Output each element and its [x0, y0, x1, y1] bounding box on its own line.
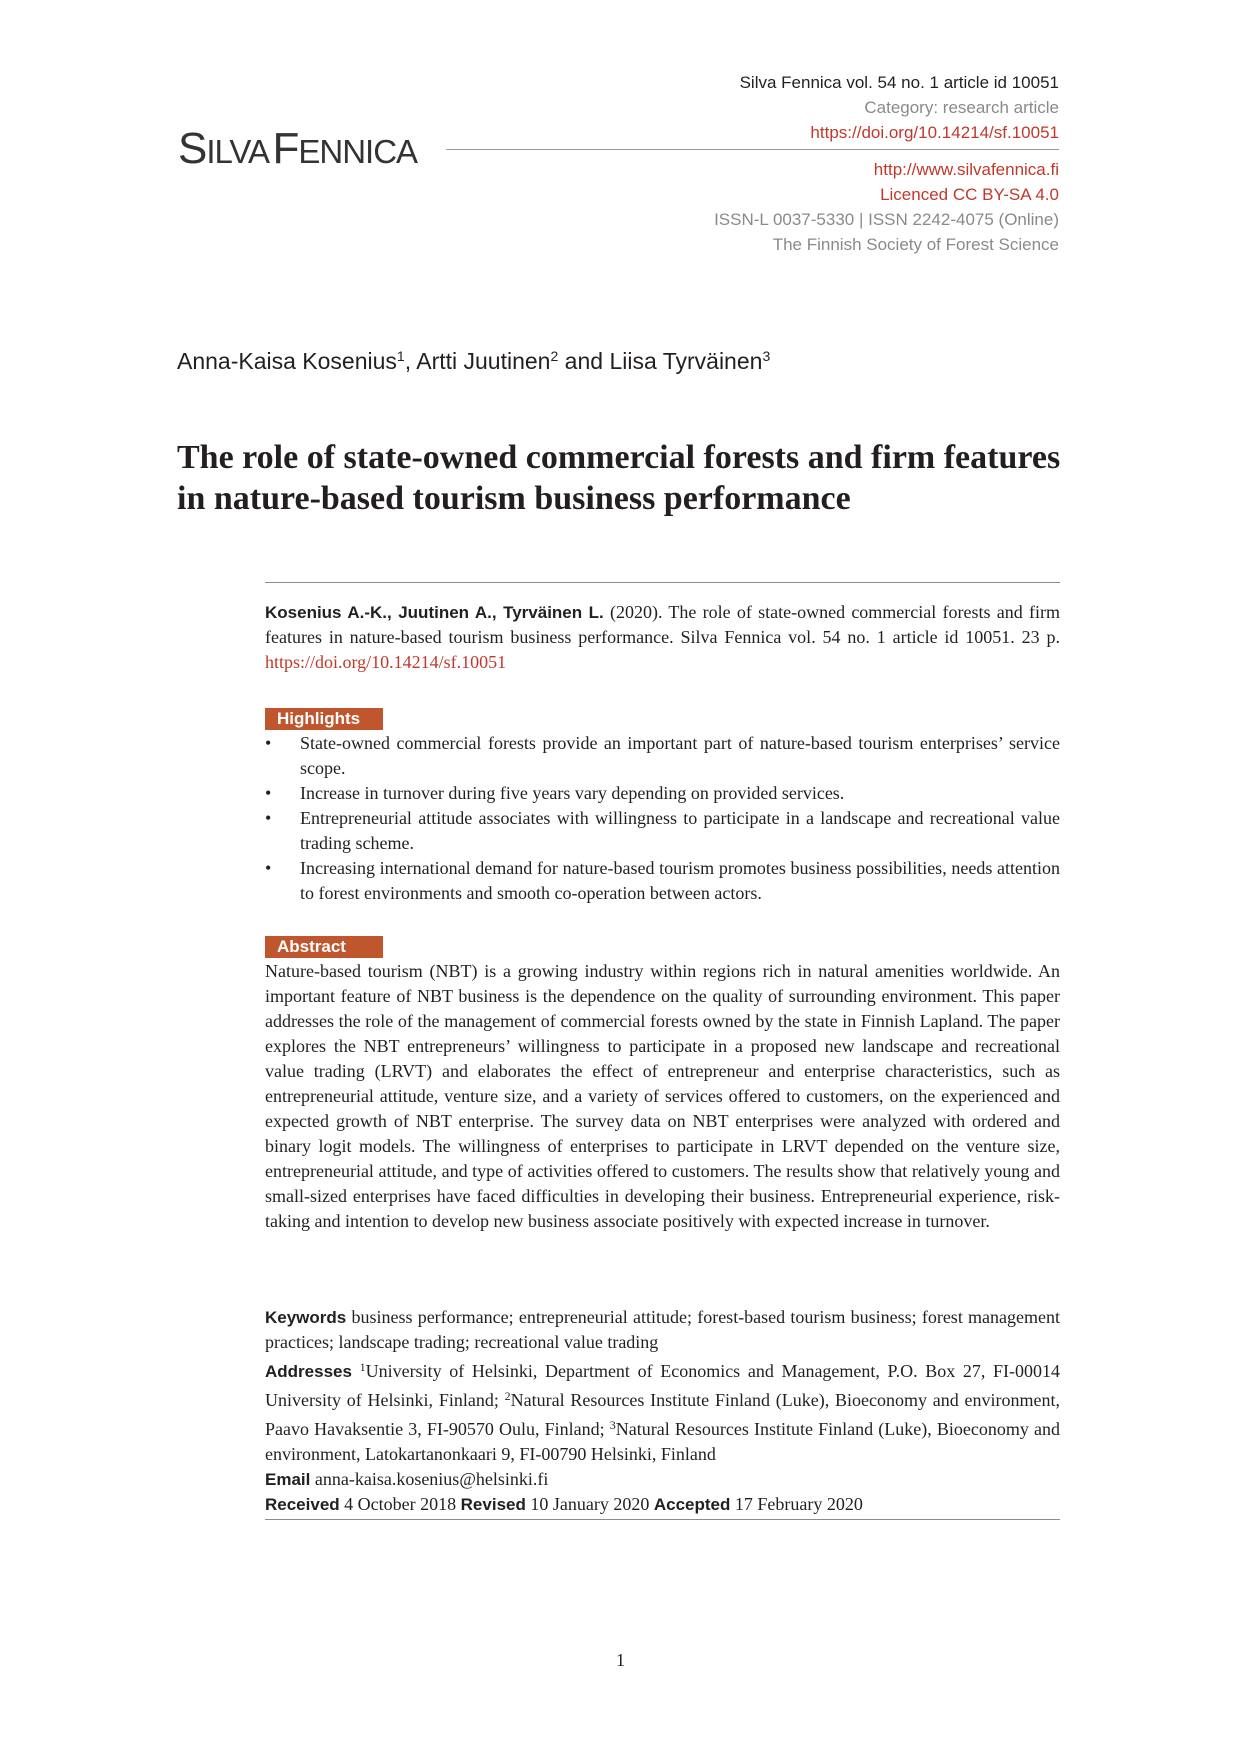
article-title: The role of state-owned commercial forests and firm features in nature-based tourism business performance	[177, 439, 1061, 517]
header-divider	[446, 149, 1059, 150]
address-2: Natural Resources Institute Finland (Luke), Bioeconomy and environment, Paavo Havaksentie 3, FI-90570 Oulu, Finland;	[265, 1390, 1061, 1439]
author-name: Liisa Tyrväinen	[609, 348, 763, 374]
logo-letter: F	[272, 124, 299, 173]
keywords-text: business performance; entrepreneurial attitude; forest-based tourism business; forest management practices; landscape trading; recreational value trading	[265, 1307, 1060, 1352]
affiliation-marker: 1	[396, 348, 405, 364]
email-line	[265, 1467, 1060, 1492]
keywords-line	[265, 1305, 1060, 1355]
author-name: Artti Juutinen	[416, 348, 551, 374]
affiliation-marker: 2	[550, 348, 559, 364]
article-category: Category: research article	[864, 98, 1059, 117]
logo-text: ILVA	[206, 133, 270, 170]
issn-text: ISSN-L 0037-5330 | ISSN 2242-4075 (Online)	[714, 210, 1059, 229]
abstract-section	[265, 934, 1060, 1234]
highlight-item: • State-owned commercial forests provide an important part of nature-based tourism enterprises’ service scope.	[265, 731, 1060, 781]
highlight-item: • Increasing international demand for nature-based tourism promotes business possibilities, needs attention to forest environments and smooth co-operation between actors.	[265, 856, 1060, 906]
addresses-label: Addresses	[265, 1362, 352, 1381]
highlights-label: Highlights	[265, 708, 383, 730]
doi-link[interactable]: https://doi.org/10.14214/sf.10051	[810, 123, 1059, 142]
citation-authors: Kosenius A.-K., Juutinen A., Tyrväinen L.	[265, 603, 604, 622]
keywords-label: Keywords	[265, 1308, 347, 1327]
addresses-line	[265, 1355, 1060, 1467]
highlight-item: • Entrepreneurial attitude associates with willingness to participate in a landscape and recreational value trading scheme.	[265, 806, 1060, 856]
highlights-list	[265, 731, 1060, 906]
citation-text: (2020). The role of state-owned commercial forests and firm features in nature-based tourism business performance. Silva Fennica vol. 54 no. 1 article id 10051. 23 p.	[265, 602, 1060, 647]
affiliation-marker: 3	[762, 348, 771, 364]
author-separator: ,	[404, 348, 417, 374]
accepted-label: Accepted	[653, 1495, 731, 1514]
author-list	[177, 348, 770, 375]
licence-text: Licenced CC BY-SA 4.0	[880, 185, 1059, 204]
address-1: University of Helsinki, Department of Economics and Management, P.O. Box 27, FI-00014 University of Helsinki, Finland;	[265, 1361, 1060, 1410]
affiliation-marker: 1	[359, 1360, 366, 1374]
dates-line	[265, 1492, 1060, 1517]
accepted-date: 17 February 2020	[730, 1494, 863, 1514]
citation-doi-link[interactable]: https://doi.org/10.14214/sf.10051	[265, 652, 507, 672]
citation-block	[265, 600, 1060, 675]
highlights-section	[265, 706, 1060, 906]
journal-reference: Silva Fennica vol. 54 no. 1 article id 10051	[739, 73, 1059, 92]
address-3: Natural Resources Institute Finland (Luke), Bioeconomy and environment, Latokartanonkaari 9, FI-00790 Helsinki, Finland	[265, 1419, 1060, 1464]
affiliation-marker: 3	[609, 1418, 616, 1432]
logo-letter: S	[178, 124, 207, 173]
author-name: Anna-Kaisa Kosenius	[177, 348, 397, 374]
website-link[interactable]: http://www.silvafennica.fi	[873, 160, 1059, 179]
abstract-label: Abstract	[265, 936, 383, 958]
abstract-text: Nature-based tourism (NBT) is a growing industry within regions rich in natural amenities worldwide. An important feature of NBT business is the dependence on the quality of surrounding environment. This paper addresses the role of the management of commercial forests owned by the state in Finnish Lapland. The paper explores the NBT entrepreneurs’ willingness to participate in a proposed new landscape and recreational value trading (LRVT) and elaborates the effect of entrepreneur and enterprise characteristics, such as entrepreneurial attitude, venture size, and a variety of services offered to customers, on the experienced and expected growth of NBT enterprise. The survey data on NBT enterprises were analyzed with ordered and binary logit models. The willingness of enterprises to participate in LRVT depended on the venture size, entrepreneurial attitude, and type of activities offered to customers. The results show that relatively young and small-sized enterprises have faced difficulties in developing their business. Entrepreneurial experience, risk-taking and intention to develop new business associate positively with expected increase in turnover.	[265, 961, 1060, 1231]
logo-text: ENNICA	[298, 133, 418, 170]
email-address[interactable]: anna-kaisa.kosenius@helsinki.fi	[310, 1469, 549, 1489]
society-name: The Finnish Society of Forest Science	[772, 235, 1059, 254]
revised-date: 10 January 2020	[525, 1494, 654, 1514]
journal-meta-bottom	[714, 157, 1059, 257]
highlight-item: • Increase in turnover during five years vary depending on provided services.	[265, 781, 1060, 806]
affiliation-marker: 2	[504, 1389, 511, 1403]
revised-label: Revised	[460, 1495, 526, 1514]
received-date: 4 October 2018	[339, 1494, 461, 1514]
article-info	[265, 1305, 1060, 1517]
journal-meta-top	[740, 70, 1059, 145]
section-divider-bottom	[265, 1519, 1060, 1520]
section-divider-top	[265, 582, 1060, 583]
received-label: Received	[265, 1495, 340, 1514]
email-label: Email	[265, 1470, 311, 1489]
page-number: 1	[616, 1650, 625, 1670]
journal-logo	[178, 124, 417, 174]
author-separator: and	[558, 348, 610, 374]
